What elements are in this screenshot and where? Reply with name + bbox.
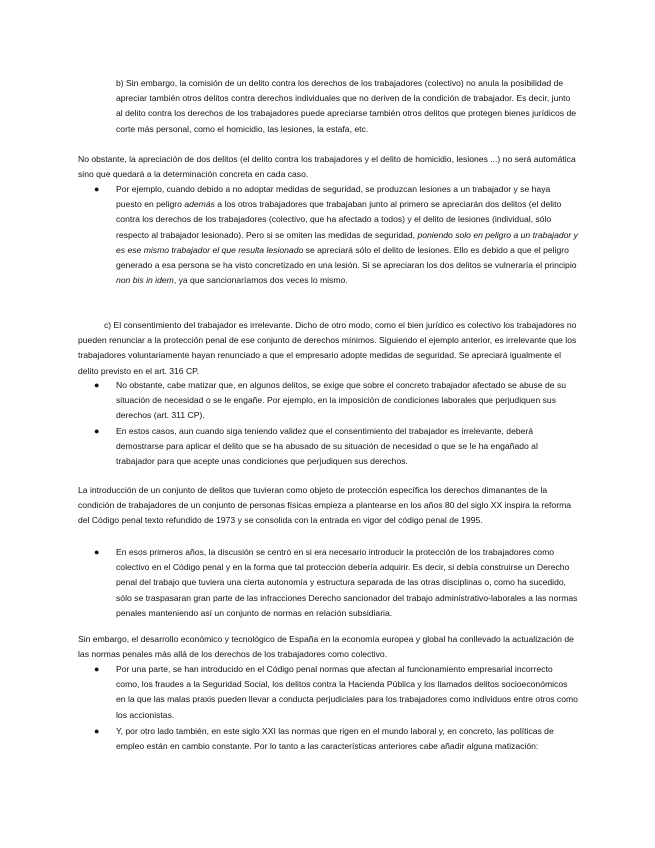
- bullet-icon: ●: [94, 664, 100, 674]
- bullet-icon: ●: [94, 426, 100, 436]
- paragraph-no-obstante: No obstante, la apreciación de dos delitos (el delito contra los trabajadores y el delito de homicidio, lesiones ...) no será automática sino que quedará a la determinación concreta en cada caso.: [78, 154, 576, 180]
- bullet-icon: ●: [94, 547, 100, 557]
- paragraph-c: c) El consentimiento del trabajador es irrelevante. Dicho de otro modo, como el bien jurídico es colectivo los trabajadores no pueden renunciar a la protección penal de ese conjunto de derechos mínimos. Siguiendo el ejemplo anterior, es irrelevante que los trabajadores voluntariamente hayan renunciado a que el empresario adopte medidas de seguridad. Se apreciará igualmente el delito previsto en el art. 316 CP.: [78, 320, 577, 376]
- bullet-item-matizar: ● No obstante, cabe matizar que, en algunos delitos, se exige que sobre el concreto trabajador afectado se abuse de su situación de necesidad o se le engañe. Por ejemplo, en la imposición de condiciones laborales que perjudiquen sus derechos (art. 311 CP).: [94, 380, 567, 421]
- bullet-item-primeros-anos: ● En esos primeros años, la discusión se centró en si era necesario introducir la protección de los trabajadores como colectivo en el Código penal y en la forma que tal protección debería adquirir. Es decir, si debía construirse un Derecho penal del trabajo que tuviera una cierta autonomía y estructura separada de las otras disciplinas o, como ha sucedido, sólo se traspasaran gran parte de las infracciones Derecho sancionador del trabajo administrativo-laborales a las normas penales manteniendo así un conjunto de normas en relación subsidiaria.: [94, 547, 578, 618]
- bullet-item-casos: ● En estos casos, aun cuando siga teniendo validez que el consentimiento del trabajador es irrelevante, deberá demostrarse para aplicar el delito que se ha abusado de su situación de necesidad o que se le ha engañado al trabajador para que acepte unas condiciones que perjudiquen sus derechos.: [94, 426, 538, 467]
- paragraph-sin-embargo: Sin embargo, el desarrollo económico y tecnológico de España en la economía europea y global ha conllevado la actualización de las normas penales más allá de los derechos de los trabajadores como colectivo.: [78, 634, 574, 660]
- paragraph-b: b) Sin embargo, la comisión de un delito contra los derechos de los trabajadores (colectivo) no anula la posibilidad de apreciar también otros delitos contra derechos individuales que no deriven de la condición de trabajador. Es decir, junto al delito contra los derechos de los trabajadores puede apreciarse también otros delitos que protegen bienes jurídicos de corte más personal, como el homicidio, las lesiones, la estafa, etc.: [116, 78, 577, 134]
- paragraph-introduccion: La introducción de un conjunto de delitos que tuvieran como objeto de protección específica los derechos dimanantes de la condición de trabajadores de un conjunto de personas físicas empieza a plantearse en los años 80 del siglo XX inspira la reforma del Código penal texto refundido de 1973 y se consolida con la entrada en vigor del código penal de 1995.: [78, 485, 572, 526]
- bullet-icon: ●: [94, 184, 100, 194]
- bullet-icon: ●: [94, 380, 100, 390]
- bullet-item-por-otro-lado: ● Y, por otro lado también, en este siglo XXI las normas que rigen en el mundo laboral y, en concreto, las políticas de empleo están en cambio constante. Por lo tanto a las características anteriores cabe añadir alguna matización:: [94, 726, 554, 752]
- bullet-icon: ●: [94, 726, 100, 736]
- bullet-item-por-una-parte: ● Por una parte, se han introducido en el Código penal normas que afectan al funcionamiento empresarial incorrecto como, los fraudes a la Seguridad Social, los delitos contra la Hacienda Pública y los llamados delitos socioeconómicos en la que las malas praxis pueden llevar a conducta perjudiciales para los trabajadores como individuos entre otros como los accionistas.: [94, 664, 578, 720]
- bullet-item-ejemplo: ● Por ejemplo, cuando debido a no adoptar medidas de seguridad, se produzcan lesiones a un trabajador y se haya puesto en peligro además a los otros trabajadores que trabajaban junto al primero se apreciarán dos delitos (el delito contra los derechos de los trabajadores (colectivo, que ha afectado a todos) y el delito de lesiones (individual, sólo respecto al trabajador lesionado). Pero si se omiten las medidas de seguridad, poniendo solo en peligro a un trabajador y es ese mismo trabajador el que resulta lesionado se apreciará sólo el delito de lesiones. Ello es debido a que el peligro generado a esa persona se ha visto concretizado en una lesión. Si se apreciaran los dos delitos se vulneraría el principio non bis in idem, ya que sancionaríamos dos veces lo mismo.: [94, 184, 578, 286]
